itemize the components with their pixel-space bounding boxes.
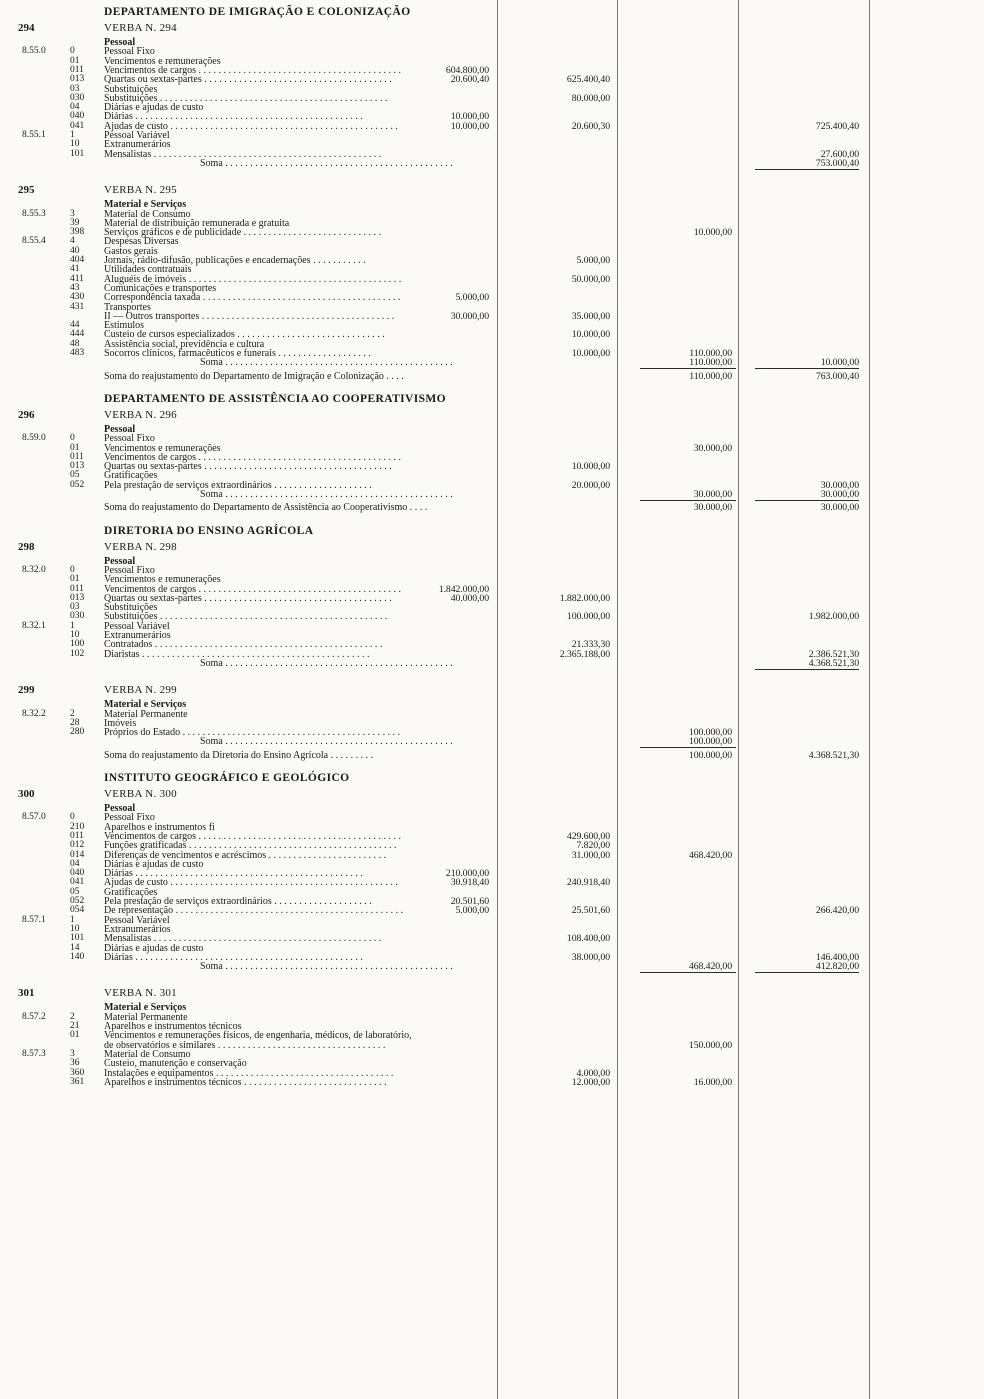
amount-value: 20.501,60 — [450, 896, 489, 907]
row-label: Soma do reajustamento do Departamento de Assistência ao Cooperativismo . . . . — [104, 502, 428, 514]
row-label: Despesas Diversas — [104, 236, 179, 248]
total-underline — [640, 972, 736, 973]
row-label: Ajudas de custo . . . . . . . . . . . . . . . . . . . . . . . . . . . . . . . . . . . . . . . . . . . . . . — [104, 120, 398, 132]
account-code: 8.57.1 — [22, 914, 46, 925]
sub-code: 2 — [70, 708, 75, 719]
sub-code: 1 — [70, 914, 75, 925]
sub-code: 36 — [70, 1058, 80, 1069]
sub-code: 10 — [70, 139, 80, 150]
sub-code: 21 — [70, 1021, 80, 1031]
sub-code: 4 — [70, 236, 75, 247]
total-underline — [755, 500, 859, 501]
row-label: Soma do reajustamento da Diretoria do Ensino Agrícola . . . . . . . . . — [104, 749, 374, 761]
sub-code: 40 — [70, 245, 80, 256]
sub-code: 05 — [70, 886, 80, 897]
margin-number: 298 — [18, 540, 35, 553]
row-label: Substituições — [104, 83, 158, 95]
sub-code: 43 — [70, 282, 80, 293]
row-label: Aparelhos e instrumentos fi — [104, 821, 215, 833]
sub-code: 101 — [70, 148, 85, 159]
row-label: Substituições . . . . . . . . . . . . . . . . . . . . . . . . . . . . . . . . . . . . . . . . . . . . . . — [104, 92, 388, 104]
sum-label: Soma . . . . . . . . . . . . . . . . . . . . . . . . . . . . . . . . . . . . . . . . . . . . . . — [200, 157, 453, 169]
row-label: Gastos gerais — [104, 245, 158, 257]
row-label: de observatórios e similares . . . . . . . . . . . . . . . . . . . . . . . . . . . . . . . . . . — [104, 1039, 386, 1051]
sub-code: 0 — [70, 433, 75, 444]
amount-value: 100.000,00 — [566, 611, 610, 623]
sub-code: 431 — [70, 301, 85, 312]
section-title: DIRETORIA DO ENSINO AGRÍCOLA — [104, 524, 314, 537]
amount-value: 100.000,00 — [688, 749, 732, 761]
amount-value: 763.000,40 — [815, 370, 859, 382]
sub-code: 39 — [70, 217, 80, 228]
amount-value: 25.501,60 — [571, 905, 610, 917]
row-label: Vencimentos de cargos . . . . . . . . . . . . . . . . . . . . . . . . . . . . . . . . . . . . . . . . . — [104, 830, 402, 842]
amount-value: 10.000,00 — [571, 461, 610, 473]
sub-code: 030 — [70, 611, 85, 622]
amount-value: 5.000,00 — [455, 292, 489, 304]
sub-code: 101 — [70, 933, 85, 944]
sum-label: Soma . . . . . . . . . . . . . . . . . . . . . . . . . . . . . . . . . . . . . . . . . . . . . . — [200, 357, 453, 369]
row-label: Estímulos — [104, 320, 145, 332]
amount-value: 146.400,00 — [815, 951, 859, 963]
sub-code: 01 — [70, 1030, 80, 1041]
row-label: Pessoal Fixo — [104, 564, 155, 576]
row-label: Diferenças de vencimentos e acréscimos . . . . . . . . . . . . . . . . . . . . . . . . — [104, 849, 387, 861]
row-label: Substituições . . . . . . . . . . . . . . . . . . . . . . . . . . . . . . . . . . . . . . . . . . . . . . — [104, 611, 388, 623]
sub-code: 44 — [70, 320, 80, 331]
sub-code: 013 — [70, 461, 85, 472]
ledger-row — [0, 357, 984, 367]
amount-value: 5.000,00 — [455, 905, 489, 917]
row-label: Pela prestação de serviços extraordinários . . . . . . . . . . . . . . . . . . . . — [104, 896, 372, 907]
amount-value: 100.000,00 — [688, 736, 732, 748]
sum-label: Soma . . . . . . . . . . . . . . . . . . . . . . . . . . . . . . . . . . . . . . . . . . . . . . — [200, 657, 453, 669]
row-label: Material de Consumo — [104, 208, 191, 220]
row-label: Contratados . . . . . . . . . . . . . . . . . . . . . . . . . . . . . . . . . . . . . . . . . . . . . . — [104, 639, 383, 651]
amount-value: 10.000,00 — [450, 120, 489, 132]
row-label: Diárias e ajudas de custo — [104, 942, 204, 954]
row-label: Custeio de cursos especializados . . . . . . . . . . . . . . . . . . . . . . . . . . . . . . — [104, 329, 385, 341]
ledger-row — [0, 371, 984, 381]
sub-code: 10 — [70, 923, 80, 934]
sub-code: 011 — [70, 64, 84, 75]
sub-code: 03 — [70, 83, 80, 94]
margin-number: 294 — [18, 22, 35, 34]
row-label: Mensalistas . . . . . . . . . . . . . . . . . . . . . . . . . . . . . . . . . . . . . . . . . . . . . . — [104, 933, 382, 945]
row-label: Diárias . . . . . . . . . . . . . . . . . . . . . . . . . . . . . . . . . . . . . . . . . . . . . . — [104, 951, 363, 963]
total-underline — [755, 169, 859, 170]
ledger-row — [0, 961, 984, 971]
account-code: 8.55.0 — [22, 46, 46, 57]
amount-value: 753.000,40 — [815, 157, 859, 169]
row-label: Socorros clínicos, farmacêuticos e funerais . . . . . . . . . . . . . . . . . . . — [104, 348, 371, 359]
sub-code: 140 — [70, 951, 85, 962]
margin-number: 295 — [18, 184, 35, 197]
amount-value: 7.820,00 — [576, 840, 610, 852]
amount-value: 20.600,30 — [571, 120, 610, 132]
row-label: Pessoal Fixo — [104, 812, 155, 824]
margin-number: 300 — [18, 788, 35, 800]
row-label: Transportes — [104, 301, 151, 313]
row-label: Instalações e equipamentos . . . . . . . . . . . . . . . . . . . . . . . . . . . . . . . . . . . . — [104, 1067, 394, 1079]
row-label: Diárias . . . . . . . . . . . . . . . . . . . . . . . . . . . . . . . . . . . . . . . . . . . . . . — [104, 111, 363, 123]
amount-value: 40.000,00 — [450, 592, 489, 604]
row-label: Quartas ou sextas-partes . . . . . . . . . . . . . . . . . . . . . . . . . . . . . . . . . . . . . . — [104, 461, 392, 473]
amount-value: 468.420,00 — [688, 961, 732, 973]
amount-value: 10.000,00 — [571, 348, 610, 359]
row-label: Vencimentos de cargos . . . . . . . . . . . . . . . . . . . . . . . . . . . . . . . . . . . . . . . . . — [104, 64, 402, 76]
row-label: Pela prestação de serviços extraordinários . . . . . . . . . . . . . . . . . . . . — [104, 479, 372, 491]
sub-code: 3 — [70, 208, 75, 219]
sum-label: Soma . . . . . . . . . . . . . . . . . . . . . . . . . . . . . . . . . . . . . . . . . . . . . . — [200, 961, 453, 973]
amount-value: 429.600,00 — [566, 830, 610, 842]
row-label: Pessoal Fixo — [104, 433, 155, 445]
amount-value: 1.842.000,00 — [438, 583, 489, 595]
amount-value: 30.000,00 — [820, 479, 859, 491]
row-label: De representação . . . . . . . . . . . . . . . . . . . . . . . . . . . . . . . . . . . . . . . . . . . . . . — [104, 905, 404, 917]
row-label: Material Permanente — [104, 1011, 188, 1023]
ledger-row — [0, 658, 984, 668]
sub-code: 011 — [70, 830, 84, 841]
row-label: Custeio, manutenção e conservação — [104, 1058, 247, 1070]
amount-value: 108.400,00 — [566, 933, 610, 945]
sub-code: 411 — [70, 273, 84, 284]
sub-code: 01 — [70, 55, 80, 66]
sub-code: 0 — [70, 812, 75, 823]
row-label: Vencimentos e remunerações — [104, 574, 221, 586]
verba-label: VERBA N. 300 — [104, 788, 177, 800]
sub-code: 28 — [70, 717, 80, 728]
row-label: Ajudas de custo . . . . . . . . . . . . . . . . . . . . . . . . . . . . . . . . . . . . . . . . . . . . . . — [104, 877, 398, 889]
row-label: Pessoal Variável — [104, 130, 170, 141]
sub-code: 280 — [70, 727, 85, 738]
ledger-row — [0, 736, 984, 746]
amount-value: 2.386.521,30 — [808, 648, 859, 660]
row-label: Assistência social, previdência e cultura — [104, 338, 265, 350]
sub-code: 013 — [70, 592, 85, 603]
account-code: 8.55.3 — [22, 208, 46, 219]
sub-code: 210 — [70, 821, 85, 832]
account-code: 8.57.0 — [22, 812, 46, 823]
row-label: Vencimentos de cargos . . . . . . . . . . . . . . . . . . . . . . . . . . . . . . . . . . . . . . . . . — [104, 583, 402, 595]
row-label: Quartas ou sextas-partes . . . . . . . . . . . . . . . . . . . . . . . . . . . . . . . . . . . . . . — [104, 74, 392, 86]
amount-value: 210.000,00 — [445, 868, 489, 880]
row-label: Aparelhos e instrumentos técnicos . . . . . . . . . . . . . . . . . . . . . . . . . . . . . — [104, 1076, 387, 1088]
amount-value: 50.000,00 — [571, 273, 610, 285]
sub-code: 040 — [70, 111, 85, 122]
amount-value: 20.000,00 — [571, 479, 610, 491]
sum-label: Soma . . . . . . . . . . . . . . . . . . . . . . . . . . . . . . . . . . . . . . . . . . . . . . — [200, 489, 453, 500]
sub-code: 04 — [70, 858, 80, 869]
row-label: Aparelhos e instrumentos técnicos — [104, 1021, 242, 1032]
amount-value: 27.600,00 — [820, 148, 859, 160]
row-label: Diárias e ajudas de custo — [104, 858, 204, 870]
row-label: Extranumerários — [104, 923, 171, 935]
ledger-row — [0, 158, 984, 168]
sub-code: 361 — [70, 1076, 85, 1087]
row-label: Material de Consumo — [104, 1048, 191, 1060]
row-label: Extranumerários — [104, 630, 171, 641]
amount-value: 30.000,00 — [693, 442, 732, 454]
sub-code: 012 — [70, 840, 85, 851]
account-code: 8.59.0 — [22, 433, 46, 444]
amount-value: 30.000,00 — [820, 502, 859, 514]
amount-value: 4.368.521,30 — [808, 749, 859, 761]
sub-code: 2 — [70, 1011, 75, 1022]
row-label: Utilidades contratuais — [104, 264, 192, 276]
verba-label: VERBA N. 294 — [104, 22, 177, 34]
total-underline — [640, 500, 736, 501]
sub-code: 430 — [70, 292, 85, 303]
sub-code: 013 — [70, 74, 85, 85]
amount-value: 110.000,00 — [689, 348, 732, 359]
row-label: Vencimentos de cargos . . . . . . . . . . . . . . . . . . . . . . . . . . . . . . . . . . . . . . . . . — [104, 451, 402, 463]
total-underline — [640, 747, 736, 748]
row-label: Jornais, rádio-difusão, publicações e encadernações . . . . . . . . . . . — [104, 255, 366, 266]
sub-code: 04 — [70, 102, 80, 113]
sum-label: Soma . . . . . . . . . . . . . . . . . . . . . . . . . . . . . . . . . . . . . . . . . . . . . . — [200, 736, 453, 748]
amount-value: 4.000,00 — [576, 1067, 610, 1079]
row-label: Funções gratificadas . . . . . . . . . . . . . . . . . . . . . . . . . . . . . . . . . . . . . . . . . . — [104, 840, 397, 852]
ledger-row — [0, 502, 984, 512]
row-label: Pessoal — [104, 423, 136, 435]
total-underline — [755, 669, 859, 670]
row-label: Gratificações — [104, 470, 158, 482]
amount-value: 725.400,40 — [815, 120, 859, 132]
row-label: Comunicações e transportes — [104, 282, 217, 294]
verba-label: VERBA N. 295 — [104, 184, 177, 197]
amount-value: 31.000,00 — [571, 849, 610, 861]
row-label: Diárias . . . . . . . . . . . . . . . . . . . . . . . . . . . . . . . . . . . . . . . . . . . . . . — [104, 868, 363, 880]
sub-code: 41 — [70, 264, 80, 275]
sub-code: 0 — [70, 564, 75, 575]
row-label: Próprios do Estado . . . . . . . . . . . . . . . . . . . . . . . . . . . . . . . . . . . . . . . . . . . . — [104, 727, 401, 739]
sub-code: 0 — [70, 46, 75, 57]
amount-value: 30.000,00 — [693, 502, 732, 514]
row-label: Extranumerários — [104, 139, 171, 151]
amount-value: 30.000,00 — [820, 489, 859, 500]
margin-number: 301 — [18, 987, 35, 1000]
row-label: Quartas ou sextas-partes . . . . . . . . . . . . . . . . . . . . . . . . . . . . . . . . . . . . . . — [104, 592, 392, 604]
sub-code: 483 — [70, 348, 85, 358]
section-title: INSTITUTO GEOGRÁFICO E GEOLÓGICO — [104, 772, 350, 784]
sub-code: 404 — [70, 255, 85, 265]
row-label: Pessoal Variável — [104, 620, 170, 632]
row-label: Correspondência taxada . . . . . . . . . . . . . . . . . . . . . . . . . . . . . . . . . . . . . . . . — [104, 292, 401, 304]
sub-code: 052 — [70, 479, 85, 490]
amount-value: 10.000,00 — [450, 111, 489, 123]
row-label: Material de distribuição remunerada e gratuita — [104, 217, 290, 229]
amount-value: 38.000,00 — [571, 951, 610, 963]
row-label: Mensalistas . . . . . . . . . . . . . . . . . . . . . . . . . . . . . . . . . . . . . . . . . . . . . . — [104, 148, 382, 160]
row-label: Material e Serviços — [104, 1002, 187, 1014]
row-label: Pessoal Variável — [104, 914, 170, 926]
account-code: 8.55.4 — [22, 236, 46, 247]
sub-code: 014 — [70, 849, 85, 860]
sub-code: 040 — [70, 868, 85, 879]
sub-code: 444 — [70, 329, 85, 340]
amount-value: 1.882.000,00 — [559, 592, 610, 604]
amount-value: 21.333,30 — [571, 639, 610, 651]
amount-value: 4.368.521,30 — [808, 657, 859, 669]
amount-value: 100.000,00 — [688, 727, 732, 739]
amount-value: 10.000,00 — [571, 329, 610, 341]
sub-code: 14 — [70, 942, 80, 953]
sub-code: 041 — [70, 120, 85, 131]
total-underline — [755, 368, 859, 369]
sub-code: 102 — [70, 648, 85, 659]
row-label: Gratificações — [104, 886, 158, 898]
verba-label: VERBA N. 298 — [104, 540, 177, 553]
row-label: Aluguéis de imóveis . . . . . . . . . . . . . . . . . . . . . . . . . . . . . . . . . . . . . . . . . . . — [104, 273, 402, 285]
sub-code: 3 — [70, 1048, 75, 1059]
sub-code: 052 — [70, 896, 85, 906]
row-label: Diárias e ajudas de custo — [104, 102, 204, 114]
row-label: Vencimentos e remunerações — [104, 55, 221, 67]
total-underline — [640, 368, 736, 369]
row-label: Vencimentos e remunerações — [104, 442, 221, 454]
amount-value: 10.000,00 — [820, 357, 859, 369]
amount-value: 412.820,00 — [815, 961, 859, 973]
margin-number: 299 — [18, 684, 35, 697]
ledger-row — [0, 1077, 984, 1087]
verba-label: VERBA N. 296 — [104, 408, 177, 421]
row-label: Material e Serviços — [104, 699, 187, 711]
row-label: Material Permanente — [104, 708, 188, 720]
verba-label: VERBA N. 299 — [104, 684, 177, 697]
amount-value: 2.365.188,00 — [559, 648, 610, 660]
total-underline — [755, 972, 859, 973]
sub-code: 054 — [70, 905, 85, 916]
account-code: 8.32.2 — [22, 708, 46, 719]
row-label: Vencimentos e remunerações físicos, de engenharia, médicos, de laboratório, — [104, 1030, 412, 1042]
amount-value: 110.000,00 — [689, 357, 732, 369]
amount-value: 150.000,00 — [688, 1039, 732, 1051]
sub-code: 011 — [70, 583, 84, 594]
row-label: Soma do reajustamento do Departamento de Imigração e Colonização . . . . — [104, 370, 404, 382]
sub-code: 03 — [70, 602, 80, 613]
sub-code: 100 — [70, 639, 85, 650]
amount-value: 12.000,00 — [571, 1076, 610, 1088]
amount-value: 1.982.000,00 — [808, 611, 859, 623]
amount-value: 16.000,00 — [693, 1076, 732, 1088]
row-label: Substituições — [104, 602, 158, 614]
account-code: 8.57.2 — [22, 1011, 46, 1022]
row-label: Imóveis — [104, 717, 137, 729]
sub-code: 48 — [70, 338, 80, 349]
sub-code: 1 — [70, 130, 75, 140]
ledger-row — [0, 489, 984, 499]
sub-code: 10 — [70, 630, 80, 640]
amount-value: 35.000,00 — [571, 310, 610, 322]
sub-code: 01 — [70, 442, 80, 453]
amount-value: 30.918,40 — [450, 877, 489, 889]
amount-value: 30.000,00 — [450, 310, 489, 322]
amount-value: 604.800,00 — [445, 64, 489, 76]
amount-value: 110.000,00 — [689, 370, 732, 382]
sub-code: 360 — [70, 1067, 85, 1078]
sub-code: 05 — [70, 470, 80, 481]
sub-code: 01 — [70, 574, 80, 585]
amount-value: 468.420,00 — [688, 849, 732, 861]
section-title: DEPARTAMENTO DE IMIGRAÇÃO E COLONIZAÇÃO — [104, 6, 411, 18]
row-label: Pessoal — [104, 803, 136, 814]
row-label: Material e Serviços — [104, 199, 187, 211]
row-label: Diaristas . . . . . . . . . . . . . . . . . . . . . . . . . . . . . . . . . . . . . . . . . . . . . . — [104, 648, 370, 660]
sub-code: 041 — [70, 877, 85, 888]
account-code: 8.55.1 — [22, 130, 46, 140]
row-label: Serviços gráficos e de publicidade . . . . . . . . . . . . . . . . . . . . . . . . . . . . — [104, 227, 382, 239]
row-label: Pessoal — [104, 37, 136, 48]
amount-value: 266.420,00 — [815, 905, 859, 917]
ledger-row — [0, 750, 984, 760]
section-title: DEPARTAMENTO DE ASSISTÊNCIA AO COOPERATIVISMO — [104, 392, 446, 405]
row-label: Pessoal — [104, 555, 136, 567]
amount-value: 5.000,00 — [576, 255, 610, 266]
sub-code: 398 — [70, 227, 85, 238]
row-label: Pessoal Fixo — [104, 46, 155, 58]
sub-code: 1 — [70, 620, 75, 631]
amount-value: 80.000,00 — [571, 92, 610, 104]
amount-value: 30.000,00 — [693, 489, 732, 500]
sub-code: 011 — [70, 451, 84, 462]
amount-value: 625.400,40 — [566, 74, 610, 86]
amount-value: 10.000,00 — [693, 227, 732, 239]
amount-value: 240.918,40 — [566, 877, 610, 889]
amount-value: 20.600,40 — [450, 74, 489, 86]
margin-number: 296 — [18, 408, 35, 421]
row-label: II — Outros transportes . . . . . . . . . . . . . . . . . . . . . . . . . . . . . . . . . . . . . . . — [104, 310, 395, 322]
account-code: 8.57.3 — [22, 1048, 46, 1059]
account-code: 8.32.1 — [22, 620, 46, 631]
sub-code: 030 — [70, 92, 85, 103]
account-code: 8.32.0 — [22, 564, 46, 575]
verba-label: VERBA N. 301 — [104, 987, 177, 1000]
